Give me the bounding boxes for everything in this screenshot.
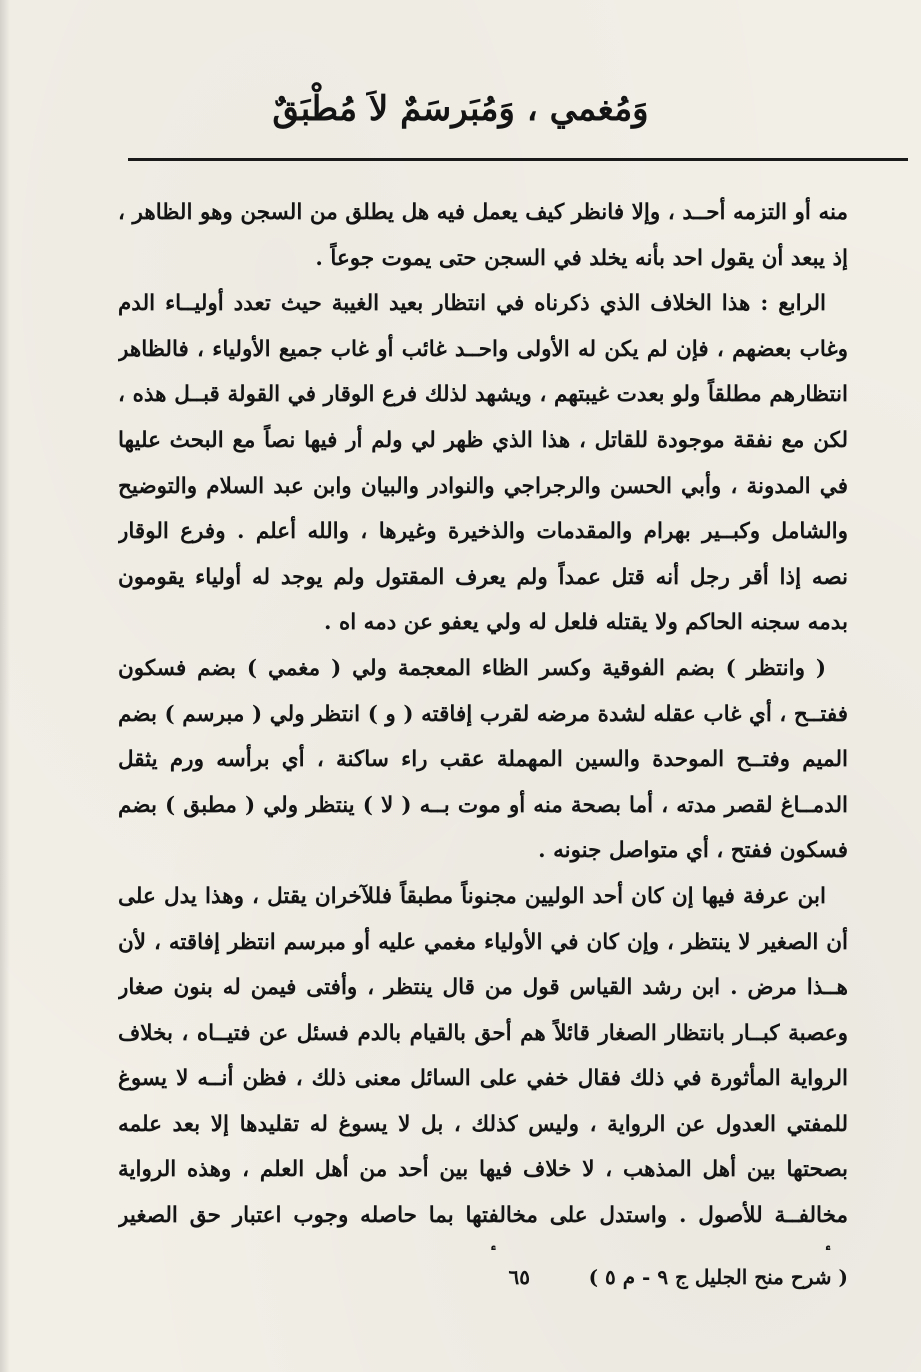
paragraph-2: الرابع : هذا الخلاف الذي ذكرناه في انتظار بعيد الغيبة حيث تعدد أوليــاء الدم وغاب بعضهم ، فإن لم يكن له الأولى واحــد غائب أو غاب جميع الأولياء ، فالظاهر انتظارهم مطلقاً ولو بعدت غيبتهم ، ويشهد لذلك فرع الوقار في القولة قبــل هذه ، لكن مع نفقة موجودة للقاتل ، هذا الذي ظهر لي ولم أر فيها نصاً مع البحث عليها في المدونة ، وأبي الحسن والرجراجي والنوادر والبيان وابن عبد السلام والتوضيح والشامل وكبــير بهرام والمقدمات والذخيرة وغيرها ، والله أعلم . وفرع الوقار نصه إذا أقر رجل أنه قتل عمداً ولم يعرف المقتول ولم يوجد له أولياء يقومون بدمه سجنه الحاكم ولا يقتله فلعل له ولي يعفو عن دمه اه . xyxy=(118,291,848,636)
page-number: ٦٥ xyxy=(508,1265,530,1289)
header-rule xyxy=(128,158,908,161)
page-header-title: وَمُغمي ، وَمُبَرسَمٌ لاَ مُطْبَقٌ xyxy=(272,89,649,129)
footer-note: ( شرح منح الجليل ج ٩ - م ٥ ) xyxy=(588,1265,848,1289)
page-footer xyxy=(118,1265,848,1305)
paragraph-3: ( وانتظر ) بضم الفوقية وكسر الظاء المعجمة ولي ( مغمي ) بضم فسكون ففتــح ، أي غاب عقله لشدة مرضه لقرب إفاقته ( و ) انتظر ولي ( مبرسم ) بضم الميم وفتــح الموحدة والسين المهملة عقب راء ساكنة ، أي برأسه ورم يثقل الدمــاغ لقصر مدته ، أما بصحة منه أو موت بــه ( لا ) ينتظر ولي ( مطبق ) بضم فسكون ففتح ، أي متواصل جنونه . xyxy=(118,655,848,864)
paragraph-1: منه أو التزمه أحــد ، وإلا فانظر كيف يعمل فيه هل يطلق من السجن وهو الظاهر ، إذ يبعد أن يقول احد بأنه يخلد في السجن حتى يموت جوعاً . xyxy=(118,200,848,271)
page-edge-shadow xyxy=(0,0,10,1372)
body-text xyxy=(118,190,848,1250)
paragraph-4: ابن عرفة فيها إن كان أحد الوليين مجنوناً مطبقاً فللآخران يقتل ، وهذا يدل على أن الصغير لا ينتظر ، وإن كان في الأولياء مغمي عليه أو مبرسم انتظر إفاقته ، لأن هــذا مرض . ابن رشد القياس قول من قال ينتظر ، وأفتى فيمن له بنون صغار وعصبة كبــار بانتظار الصغار قائلاً هم أحق بالقيام بالدم فسئل عن فتيــاه ، بخلاف الرواية المأثورة في ذلك فقال خفي على السائل معنى ذلك ، فظن أنــه لا يسوغ للمفتي العدول عن الرواية ، وليس كذلك ، بل لا يسوغ له تقليدها إلا بعد علمه بصحتها بين أهل المذهب ، لا خلاف فيها بين أحد من أهل العلم ، وهذه الرواية مخالفــة للأصول . واستدل على مخالفتها بما حاصله وجوب اعتبار حق الصغير xyxy=(118,883,848,1229)
